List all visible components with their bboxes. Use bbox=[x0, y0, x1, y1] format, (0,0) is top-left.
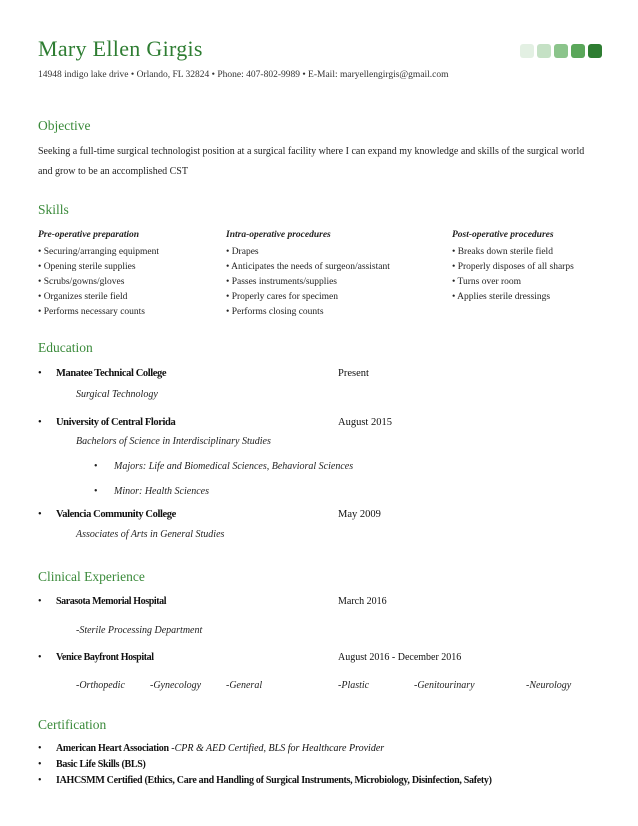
skills-column-postop bbox=[452, 228, 632, 305]
school-name: Valencia Community College bbox=[56, 509, 176, 520]
education-date: Present bbox=[338, 368, 369, 379]
clinical-site: Venice Bayfront Hospital bbox=[56, 652, 154, 663]
square-1 bbox=[520, 44, 534, 58]
education-sub-bullet bbox=[94, 461, 614, 475]
skill-item: • Properly cares for specimen bbox=[226, 292, 339, 302]
skills-column-intraop bbox=[226, 228, 446, 320]
skills-heading: Skills bbox=[38, 202, 69, 217]
bullet-icon: • bbox=[38, 368, 42, 379]
cert-name: IAHCSMM Certified (Ethics, Care and Handling of Surgical Instruments, Microbiology, Disinfection, Safety) bbox=[56, 775, 492, 786]
minor-text: Minor: Health Sciences bbox=[114, 486, 209, 497]
education-detail: Associates of Arts in General Studies bbox=[76, 529, 225, 540]
objective-heading: Objective bbox=[38, 118, 91, 133]
objective-text: Seeking a full-time surgical technologist position at a surgical facility where I can expand my knowledge and skills of the surgical world and grow to be an accomplished CST bbox=[38, 146, 585, 177]
contact-info: 14948 indigo lake drive • Orlando, FL 32824 • Phone: 407-802-9989 • E-Mail: maryellengirgis@gmail.com bbox=[38, 70, 449, 80]
skill-item: • Properly disposes of all sharps bbox=[452, 262, 574, 272]
education-sub-bullet bbox=[94, 486, 614, 500]
cert-item bbox=[38, 743, 384, 754]
bullet-icon: • bbox=[38, 743, 42, 754]
skill-item: • Anticipates the needs of surgeon/assistant bbox=[226, 262, 390, 272]
bullet-icon: • bbox=[94, 461, 98, 472]
cert-name: American Heart Association bbox=[56, 743, 169, 754]
rotation-item: -Gynecology bbox=[150, 680, 202, 691]
bullet-icon: • bbox=[38, 509, 42, 520]
skills-column-title: Intra-operative procedures bbox=[226, 230, 331, 240]
skills-column-title: Post-operative procedures bbox=[452, 230, 554, 240]
square-4 bbox=[571, 44, 585, 58]
decorative-squares bbox=[520, 44, 602, 58]
skill-item: • Organizes sterile field bbox=[38, 292, 128, 302]
square-5 bbox=[588, 44, 602, 58]
bullet-icon: • bbox=[38, 417, 42, 428]
skill-item: • Turns over room bbox=[452, 277, 522, 287]
skill-item: • Breaks down sterile field bbox=[452, 247, 553, 257]
education-entry bbox=[38, 417, 598, 433]
education-entry bbox=[38, 368, 598, 384]
school-name: Manatee Technical College bbox=[56, 368, 167, 379]
skill-item: • Drapes bbox=[226, 247, 259, 257]
cert-name: Basic Life Skills (BLS) bbox=[56, 759, 146, 770]
square-2 bbox=[537, 44, 551, 58]
bullet-icon: • bbox=[38, 775, 42, 786]
education-detail: Bachelors of Science in Interdisciplinary Studies bbox=[76, 436, 271, 447]
skills-column-title: Pre-operative preparation bbox=[38, 230, 140, 240]
square-3 bbox=[554, 44, 568, 58]
skill-item: • Applies sterile dressings bbox=[452, 292, 551, 302]
education-date: May 2009 bbox=[338, 509, 381, 520]
skill-item: • Opening sterile supplies bbox=[38, 262, 136, 272]
clinical-site: Sarasota Memorial Hospital bbox=[56, 596, 167, 607]
clinical-entry bbox=[38, 596, 598, 612]
rotation-item: -Neurology bbox=[526, 680, 572, 691]
clinical-date: March 2016 bbox=[338, 596, 387, 607]
candidate-name: Mary Ellen Girgis bbox=[38, 36, 203, 61]
bullet-icon: • bbox=[38, 596, 42, 607]
education-date: August 2015 bbox=[338, 417, 392, 428]
rotation-item: -Orthopedic bbox=[76, 680, 125, 691]
majors-text: Majors: Life and Biomedical Sciences, Behavioral Sciences bbox=[114, 461, 354, 472]
skill-item: • Securing/arranging equipment bbox=[38, 247, 159, 257]
bullet-icon: • bbox=[38, 652, 42, 663]
clinical-entry bbox=[38, 652, 598, 668]
clinical-date: August 2016 - December 2016 bbox=[338, 652, 462, 663]
education-entry bbox=[38, 509, 598, 525]
skill-item: • Passes instruments/supplies bbox=[226, 277, 337, 287]
education-heading: Education bbox=[38, 340, 93, 355]
cert-item bbox=[38, 775, 492, 786]
rotations-row bbox=[76, 680, 616, 694]
rotation-item: -Plastic bbox=[338, 680, 370, 691]
skill-item: • Performs closing counts bbox=[226, 307, 324, 317]
skill-item: • Scrubs/gowns/gloves bbox=[38, 277, 125, 287]
rotation-item: -Genitourinary bbox=[414, 680, 475, 691]
certification-heading: Certification bbox=[38, 717, 107, 732]
cert-detail: -CPR & AED Certified, BLS for Healthcare Provider bbox=[168, 743, 385, 754]
skill-item: • Performs necessary counts bbox=[38, 307, 146, 317]
bullet-icon: • bbox=[94, 486, 98, 497]
bullet-icon: • bbox=[38, 759, 42, 770]
school-name: University of Central Florida bbox=[56, 417, 176, 428]
education-detail: Surgical Technology bbox=[76, 389, 158, 400]
skills-column-preop bbox=[38, 228, 223, 320]
clinical-detail: -Sterile Processing Department bbox=[76, 625, 203, 636]
cert-item bbox=[38, 759, 146, 770]
rotation-item: -General bbox=[226, 680, 263, 691]
clinical-heading: Clinical Experience bbox=[38, 569, 145, 584]
